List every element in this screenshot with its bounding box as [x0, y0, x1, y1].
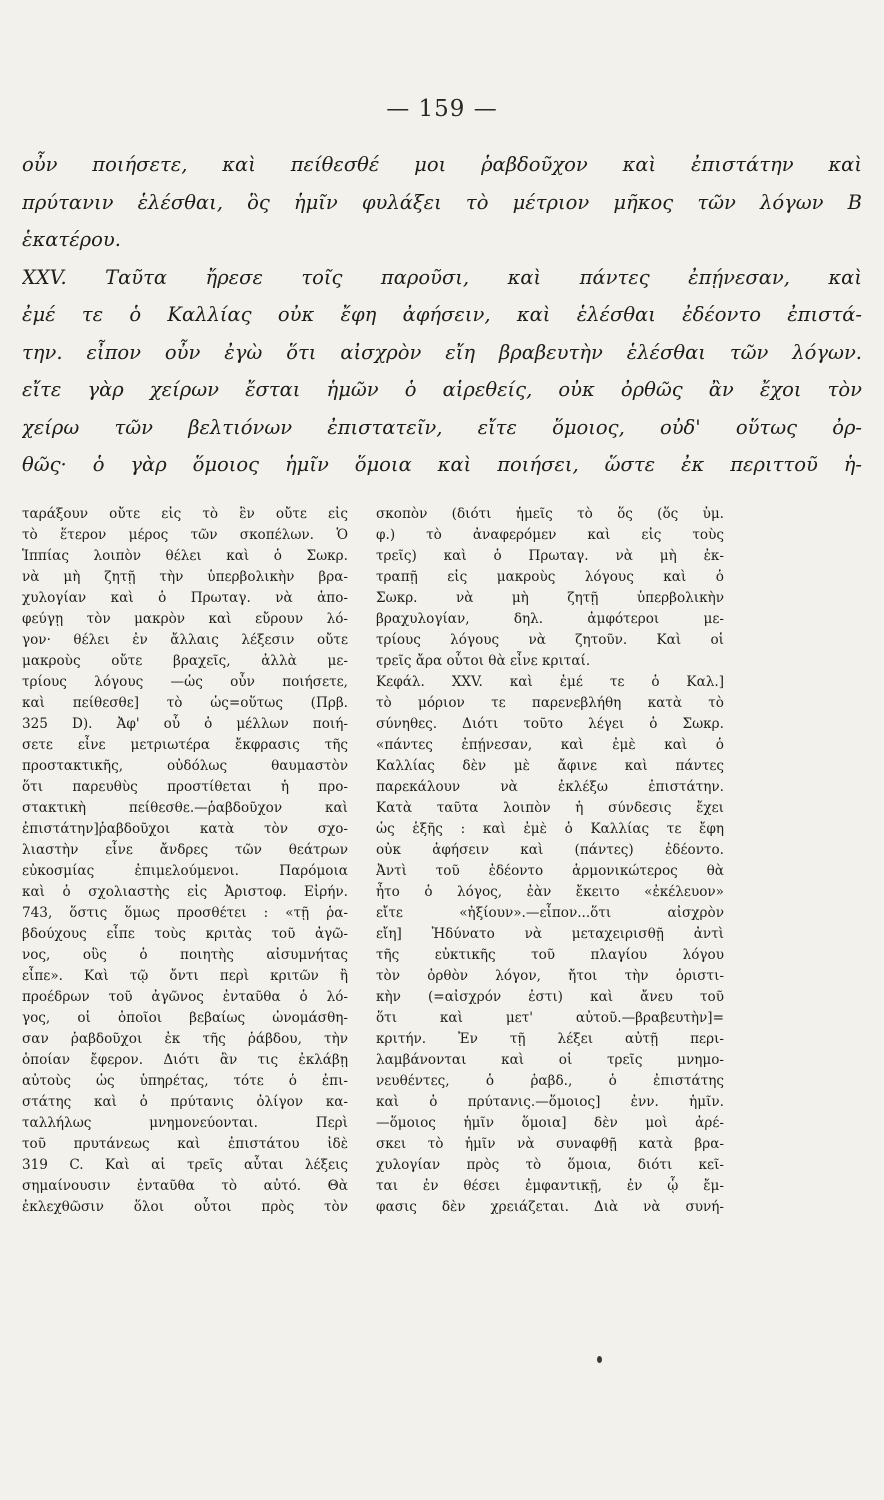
commentary-line: ἐκλεχθῶσιν ὅλοι οὗτοι πρὸς τὸν [22, 1199, 348, 1215]
commentary-line: τρεῖς) καὶ ὁ Πρωταγ. νὰ μὴ ἐκ- [376, 548, 724, 564]
main-line: ἐμέ τε ὁ Καλλίας οὐκ ἔφη ἀφήσειν, καὶ ἑλέσθαι ἐδέοντο ἐπιστά- [22, 303, 862, 326]
commentary-line: λαμβάνονται καὶ οἱ τρεῖς μνημο- [376, 1052, 724, 1068]
commentary-line: Κατὰ ταῦτα λοιπὸν ἡ σύνδεσις ἔχει [376, 800, 724, 816]
commentary-line: τοῦ πρυτάνεως καὶ ἐπιστάτου ἰδὲ [22, 1136, 348, 1152]
commentary-line: Ἀντὶ τοῦ ἐδέοντο ἁρμονικώτερος θὰ [376, 863, 724, 879]
commentary-line: αὐτοὺς ὡς ὑπηρέτας, τότε ὁ ἐπι- [22, 1073, 348, 1089]
commentary-line: προστακτικῆς, οὐδόλως θαυμαστὸν [22, 758, 348, 774]
commentary-line: βραχυλογίαν, δηλ. ἀμφότεροι με- [376, 611, 724, 627]
main-line: την. εἶπον οὖν ἐγὼ ὅτι αἰσχρὸν εἴη βραβευτὴν ἑλέσθαι τῶν λόγων. [22, 340, 862, 364]
commentary-line: νευθέντες, ὁ ῥαβδ., ὁ ἐπιστάτης [376, 1073, 724, 1089]
page-number: — 159 — [386, 96, 498, 122]
commentary-line: σκει τὸ ἡμῖν νὰ συναφθῇ κατὰ βρα- [376, 1136, 724, 1152]
commentary-line: τρίους λόγους νὰ ζητοῦν. Καὶ οἱ [376, 632, 724, 648]
commentary-line: ὅτι καὶ μετ' αὐτοῦ.—βραβευτὴν]= [376, 1010, 724, 1026]
commentary-line: 319 C. Καὶ αἱ τρεῖς αὗται λέξεις [22, 1157, 348, 1173]
commentary-line: Ἱππίας λοιπὸν θέλει καὶ ὁ Σωκρ. [22, 548, 348, 564]
commentary-line: «πάντες ἐπῄνεσαν, καὶ ἐμὲ καὶ ὁ [376, 737, 724, 753]
main-line: θῶς· ὁ γὰρ ὅμοιος ἡμῖν ὅμοια καὶ ποιήσει, ὥστε ἐκ περιττοῦ ἡ- [22, 453, 862, 476]
commentary-line: βδούχους εἶπε τοὺς κριτὰς τοῦ ἀγῶ- [22, 926, 348, 942]
commentary-line: οὐκ ἀφήσειν καὶ (πάντες) ἐδέοντο. [376, 842, 724, 858]
commentary-line: χυλογίαν καὶ ὁ Πρωταγ. νὰ ἀπο- [22, 590, 348, 606]
main-line: ἑκατέρου. [22, 228, 121, 251]
commentary-line: κὴν (=αἰσχρόν ἐστι) καὶ ἄνευ τοῦ [376, 989, 724, 1005]
commentary-line: τὸ ἕτερον μέρος τῶν σκοπέλων. Ὁ [22, 527, 348, 543]
commentary-line: καὶ πείθεσθε] τὸ ὡς=οὕτως (Πρβ. [22, 695, 348, 711]
commentary-line: χυλογίαν πρὸς τὸ ὅμοια, διότι κεῖ- [376, 1157, 724, 1173]
commentary-line: σύνηθες. Διότι τοῦτο λέγει ὁ Σωκρ. [376, 716, 724, 732]
commentary-line: τὸν ὀρθὸν λόγον, ἤτοι τὴν ὁριστι- [376, 968, 724, 984]
commentary-line: Κεφάλ. XXV. καὶ ἐμέ τε ὁ Καλ.] [376, 674, 724, 690]
commentary-line: κριτήν. Ἐν τῇ λέξει αὐτῇ περι- [376, 1031, 724, 1047]
commentary-right-column [376, 504, 724, 1218]
commentary-line: τὸ μόριον τε παρενεβλήθη κατὰ τὸ [376, 695, 724, 711]
commentary-line: γον· θέλει ἐν ἄλλαις λέξεσιν οὔτε [22, 632, 348, 648]
commentary-line: σκοπὸν (διότι ἡμεῖς τὸ ὅς (ὅς ὑμ. [376, 506, 724, 522]
commentary-line: τραπῇ εἰς μακροὺς λόγους καὶ ὁ [376, 569, 724, 585]
commentary-line: νὰ μὴ ζητῇ τὴν ὑπερβολικὴν βρα- [22, 569, 348, 585]
commentary-line: —ὅμοιος ἡμῖν ὅμοια] δὲν μοὶ ἀρέ- [376, 1115, 724, 1131]
commentary-line: τῆς εὐκτικῆς τοῦ πλαγίου λόγου [376, 947, 724, 963]
main-line: εἴτε γὰρ χείρων ἔσται ἡμῶν ὁ αἱρεθείς, οὐκ ὀρθῶς ἂν ἔχοι τὸν [22, 378, 862, 401]
ink-dot-mark [597, 1356, 602, 1363]
commentary-line: καὶ ὁ σχολιαστὴς εἰς Ἀριστοφ. Εἰρήν. [22, 884, 348, 900]
commentary-line: στακτικὴ πείθεσθε.—ῥαβδοῦχον καὶ [22, 800, 348, 816]
commentary-line: εὐκοσμίας ἐπιμελούμενοι. Παρόμοια [22, 863, 348, 879]
commentary-left-column [22, 504, 348, 1218]
commentary-line: στάτης καὶ ὁ πρύτανις ὀλίγον κα- [22, 1094, 348, 1110]
commentary-line: ἦτο ὁ λόγος, ἐὰν ἔκειτο «ἐκέλευον» [376, 884, 724, 900]
commentary-line: παρεκάλουν νὰ ἐκλέξω ἐπιστάτην. [376, 779, 724, 795]
commentary-line: τρίους λόγους —ὡς οὖν ποιήσετε, [22, 674, 348, 690]
commentary-line: ὅτι παρευθὺς προστίθεται ἡ προ- [22, 779, 348, 795]
commentary-line: εἴτε «ἠξίουν».—εἶπον...ὅτι αἰσχρὸν [376, 905, 724, 921]
commentary-line: τρεῖς ἄρα οὗτοι θὰ εἶνε κριταί. [376, 653, 591, 669]
commentary-line: φ.) τὸ ἀναφερόμεν καὶ εἰς τοὺς [376, 527, 724, 543]
commentary-line: φεύγῃ τὸν μακρὸν καὶ εὔρουν λό- [22, 611, 348, 627]
commentary-line: ὡς ἑξῆς : καὶ ἐμὲ ὁ Καλλίας τε ἔφη [376, 821, 724, 837]
main-greek-text [22, 146, 862, 484]
commentary-line: ταράξουν οὔτε εἰς τὸ ἓν οὔτε εἰς [22, 506, 348, 522]
commentary-line: εἶπε». Καὶ τῷ ὄντι περὶ κριτῶν ἢ [22, 968, 348, 984]
main-line: πρύτανιν ἑλέσθαι, ὃς ἡμῖν φυλάξει τὸ μέτριον μῆκος τῶν λόγων B [22, 190, 862, 214]
commentary-line: εἴη] Ἠδύνατο νὰ μεταχειρισθῇ ἀντὶ [376, 926, 724, 942]
commentary-line: σαν ῥαβδοῦχοι ἐκ τῆς ῥάβδου, τὴν [22, 1031, 348, 1047]
commentary-line: λιαστὴν εἶνε ἄνδρες τῶν θεάτρων [22, 842, 348, 858]
commentary-line: ται ἐν θέσει ἐμφαντικῇ, ἐν ᾧ ἔμ- [376, 1178, 724, 1194]
main-line: XXV. Ταῦτα ἤρεσε τοῖς παροῦσι, καὶ πάντες ἐπῄνεσαν, καὶ [22, 265, 862, 289]
commentary-line: 743, ὅστις ὅμως προσθέτει : «τῇ ῥα- [22, 905, 348, 921]
commentary-line: Σωκρ. νὰ μὴ ζητῇ ὑπερβολικὴν [376, 590, 724, 606]
commentary-line: ἐπιστάτην]ῥαβδοῦχοι κατὰ τὸν σχο- [22, 821, 348, 837]
commentary-line: νος, οὓς ὁ ποιητὴς αἰσυμνήτας [22, 947, 348, 963]
commentary-line: Καλλίας δὲν μὲ ἄφινε καὶ πάντες [376, 758, 724, 774]
commentary-line: φασις δὲν χρειάζεται. Διὰ νὰ συνή- [376, 1199, 724, 1215]
commentary-line: 325 D). Ἀφ' οὗ ὁ μέλλων ποιή- [22, 716, 348, 732]
commentary-line: ταλλήλως μνημονεύονται. Περὶ [22, 1115, 348, 1131]
commentary-line: γος, οἱ ὁποῖοι βεβαίως ὠνομάσθη- [22, 1010, 348, 1026]
main-line: χείρω τῶν βελτιόνων ἐπιστατεῖν, εἴτε ὅμοιος, οὐδ' οὕτως ὀρ- [22, 415, 862, 439]
commentary-line: σημαίνουσιν ἐνταῦθα τὸ αὐτό. Θὰ [22, 1178, 348, 1194]
commentary-line: ὁποίαν ἔφερον. Διότι ἂν τις ἐκλάβῃ [22, 1052, 348, 1068]
commentary-line: προέδρων τοῦ ἀγῶνος ἐνταῦθα ὁ λό- [22, 989, 348, 1005]
commentary-line: μακροὺς οὔτε βραχεῖς, ἀλλὰ με- [22, 653, 348, 669]
commentary-line: σετε εἶνε μετριωτέρα ἔκφρασις τῆς [22, 737, 348, 753]
commentary-line: καὶ ὁ πρύτανις.—ὅμοιος] ἐνν. ἡμῖν. [376, 1094, 724, 1110]
main-line: οὖν ποιήσετε, καὶ πείθεσθέ μοι ῥαβδοῦχον καὶ ἐπιστάτην καὶ [22, 153, 862, 176]
